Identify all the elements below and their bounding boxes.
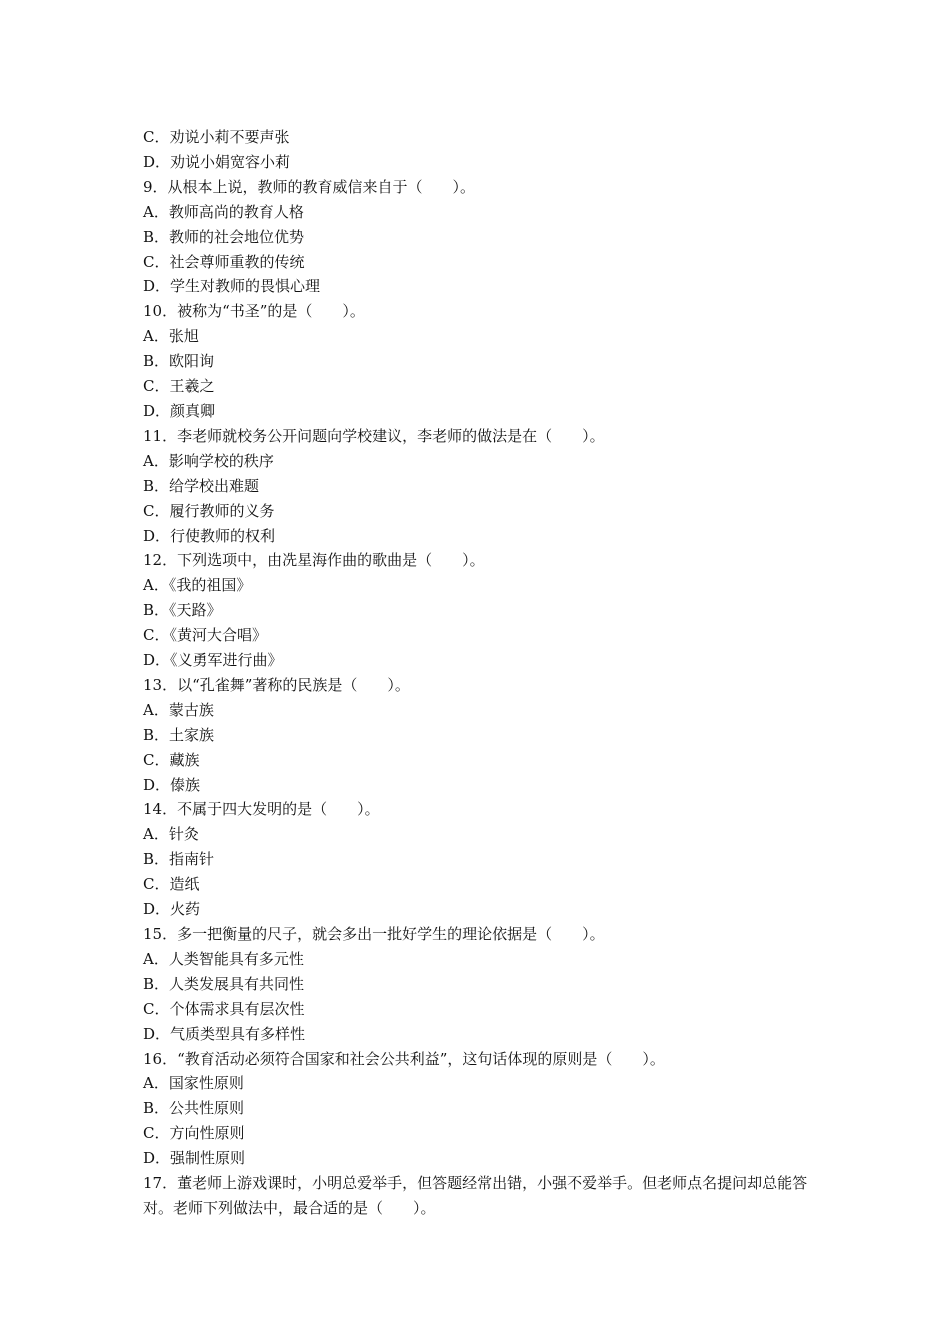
option-a: A．蒙古族 — [143, 700, 214, 719]
option-b: B．《天路》 — [143, 601, 222, 620]
option-b: B．给学校出难题 — [143, 476, 260, 495]
option-c: C．王羲之 — [143, 377, 215, 396]
option-b: B．欧阳询 — [143, 352, 215, 371]
option-a: A．张旭 — [143, 327, 199, 346]
option-c: C．《黄河大合唱》 — [143, 626, 267, 645]
option-b: B．公共性原则 — [143, 1099, 245, 1118]
option-a: A．国家性原则 — [143, 1074, 244, 1093]
option-a: A．教师高尚的教育人格 — [143, 202, 304, 221]
question-13: 13．以“孔雀舞”著称的民族是（ ）。 — [143, 675, 410, 694]
option-d: D．学生对教师的畏惧心理 — [143, 277, 321, 296]
option-d: D．傣族 — [143, 775, 201, 794]
option-c: C．社会尊师重教的传统 — [143, 252, 305, 271]
option-d: D．强制性原则 — [143, 1149, 246, 1168]
option-c: C．造纸 — [143, 875, 200, 894]
option-a: A．《我的祖国》 — [143, 576, 252, 595]
option-d: D．颜真卿 — [143, 401, 216, 420]
question-17: 17．董老师上游戏课时，小明总爱举手，但答题经常出错，小强不爱举手。但老师点名提问却总能答对。老师下列做法中，最合适的是（ ）。 — [143, 1174, 808, 1217]
option-a: A．人类智能具有多元性 — [143, 949, 304, 968]
question-10: 10．被称为“书圣”的是（ ）。 — [143, 302, 365, 321]
option-c: C．劝说小莉不要声张 — [143, 128, 290, 146]
option-b: B．土家族 — [143, 725, 215, 744]
option-a: A．针灸 — [143, 825, 199, 844]
question-15: 15．多一把衡量的尺子，就会多出一批好学生的理论依据是（ ）。 — [143, 925, 605, 943]
option-d: D．行使教师的权利 — [143, 526, 276, 545]
option-c: C．藏族 — [143, 750, 200, 769]
option-c: C．个体需求具有层次性 — [143, 999, 305, 1018]
option-c: C．方向性原则 — [143, 1124, 245, 1143]
question-11: 11．李老师就校务公开问题向学校建议，李老师的做法是在（ ）。 — [143, 426, 605, 445]
question-16: 16．“教育活动必须符合国家和社会公共利益”，这句话体现的原则是（ ）。 — [143, 1049, 665, 1068]
option-d: D．火药 — [143, 900, 201, 919]
option-d: D．《义勇军进行曲》 — [143, 651, 283, 670]
question-9: 9．从根本上说，教师的教育威信来自于（ ）。 — [143, 177, 476, 196]
option-a: A．影响学校的秩序 — [143, 451, 274, 470]
option-b: B．人类发展具有共同性 — [143, 974, 305, 993]
option-d: D．气质类型具有多样性 — [143, 1024, 306, 1043]
option-d: D．劝说小娟宽容小莉 — [143, 152, 291, 171]
option-b: B．教师的社会地位优势 — [143, 227, 305, 246]
question-12: 12．下列选项中，由冼星海作曲的歌曲是（ ）。 — [143, 551, 485, 570]
question-14: 14．不属于四大发明的是（ ）。 — [143, 800, 380, 819]
option-b: B．指南针 — [143, 850, 215, 869]
document-page — [143, 125, 823, 1221]
option-c: C．履行教师的义务 — [143, 501, 275, 520]
